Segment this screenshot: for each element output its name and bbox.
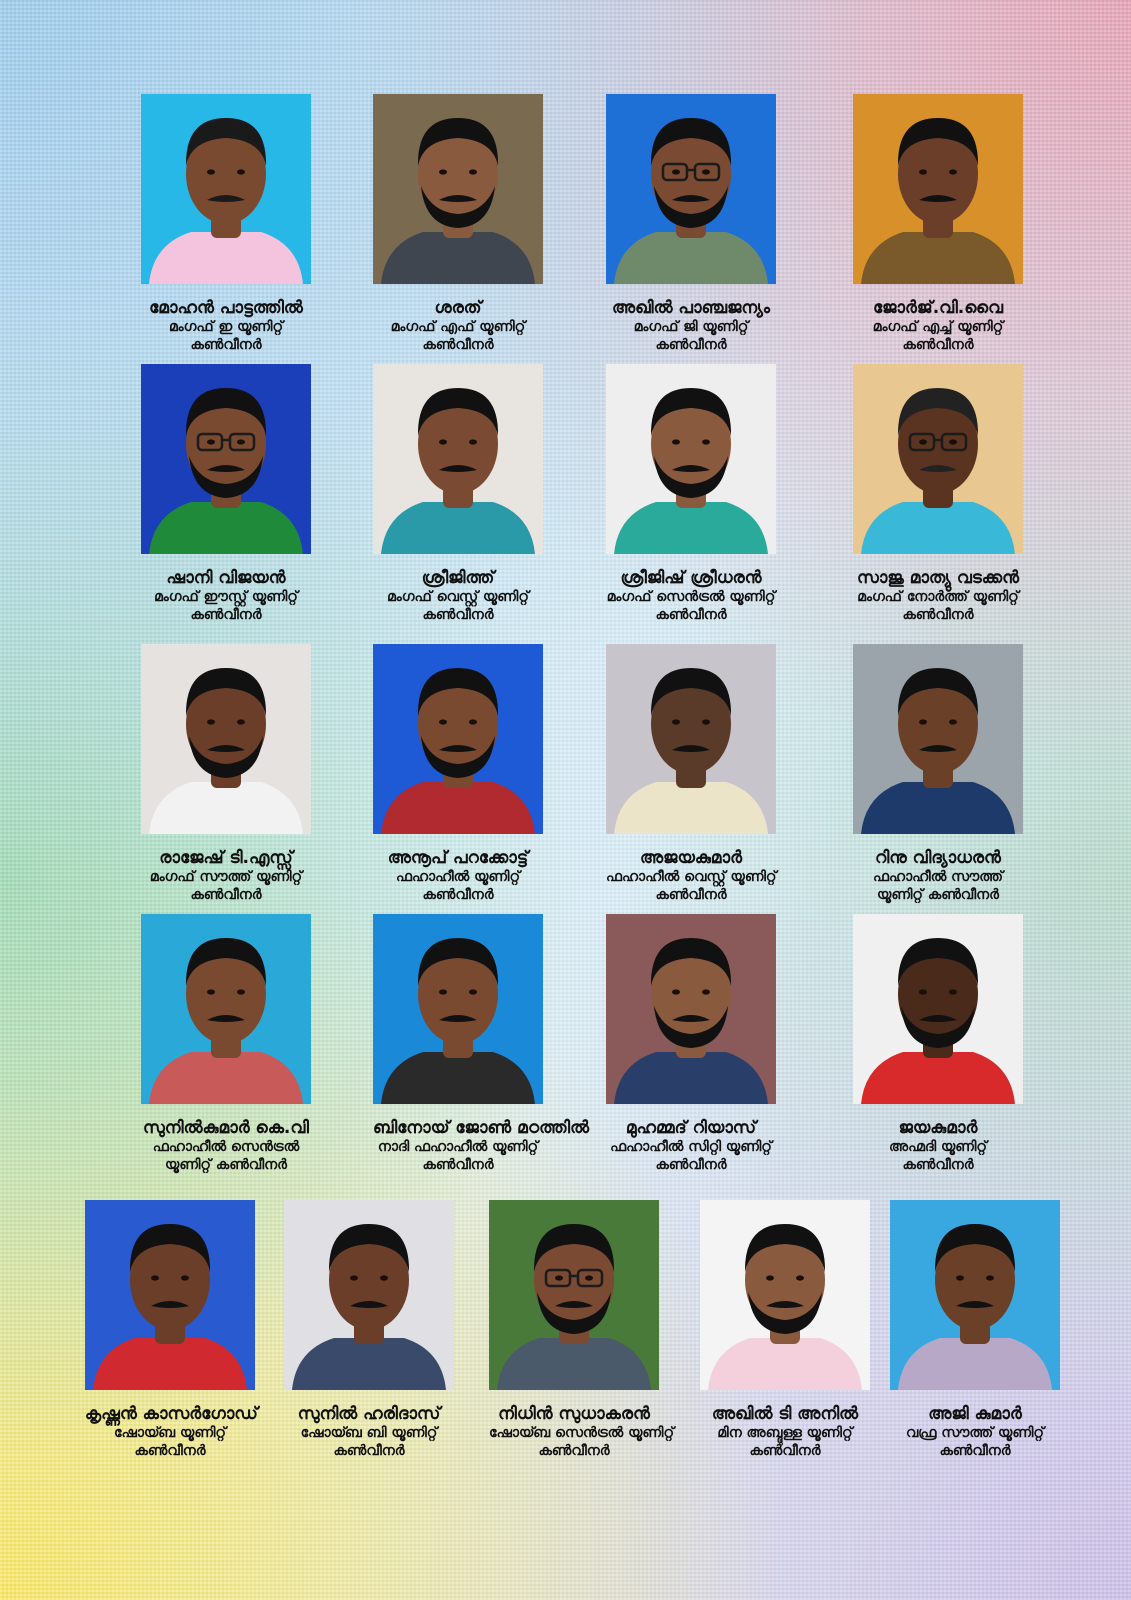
member-name: ജയകുമാർ (898, 1118, 978, 1138)
portrait-image (606, 914, 776, 1104)
member-card-10 (373, 644, 543, 904)
member-role: കൺവീനർ (422, 886, 494, 903)
member-unit: മംഗഫ് ജി യൂണിറ്റ് (633, 319, 749, 336)
member-photo (373, 94, 543, 284)
member-card-14 (373, 914, 590, 1174)
member-card-19 (489, 1200, 675, 1460)
member-unit: ഷോയ്ബ യൂണിറ്റ് (114, 1425, 226, 1442)
member-role: കൺവീനർ (333, 1442, 405, 1459)
portrait-image (373, 914, 543, 1104)
member-unit: ഫഹാഹീൽ സിറ്റി യൂണിറ്റ് (610, 1139, 772, 1156)
member-card-21 (890, 1200, 1060, 1460)
member-role: കൺവീനർ (655, 606, 727, 623)
member-photo (606, 644, 776, 834)
member-card-3 (606, 94, 776, 354)
portrait-image (890, 1200, 1060, 1390)
member-caption (853, 1118, 1023, 1174)
portrait-image (373, 364, 543, 554)
member-role: കൺവീനർ (902, 606, 974, 623)
portrait-image (141, 94, 311, 284)
portrait-image (606, 644, 776, 834)
member-caption (700, 1404, 870, 1460)
member-caption (853, 848, 1023, 904)
member-card-4 (853, 94, 1023, 354)
member-unit: അഹ്മദി യൂണിറ്റ് (889, 1139, 987, 1156)
member-role: കൺവീനർ (655, 1156, 727, 1173)
member-card-13 (141, 914, 311, 1174)
member-photo (853, 364, 1023, 554)
member-unit: മംഗഫ് ഈസ്റ്റ് യൂണിറ്റ് (154, 589, 298, 606)
portrait-image (141, 914, 311, 1104)
member-caption (853, 568, 1023, 624)
member-caption (373, 1118, 590, 1174)
member-name: ബിനോയ് ജോൺ മഠത്തിൽ (373, 1118, 590, 1138)
member-card-11 (606, 644, 776, 904)
member-photo (853, 644, 1023, 834)
member-role: കൺവീനർ (190, 886, 262, 903)
member-photo (141, 364, 311, 554)
member-name: മോഹൻ പാട്ടത്തിൽ (149, 298, 303, 318)
member-unit: മംഗഫ് സൗത്ത് യൂണിറ്റ് (149, 869, 303, 886)
member-role: കൺവീനർ (538, 1442, 610, 1459)
member-card-17 (85, 1200, 258, 1460)
member-card-7 (606, 364, 776, 624)
member-card-1 (141, 94, 311, 354)
member-photo (606, 94, 776, 284)
member-role: കൺവീനർ (902, 1156, 974, 1173)
member-unit: മംഗഫ് സെൻട്രൽ യൂണിറ്റ് (606, 589, 776, 606)
member-photo (85, 1200, 255, 1390)
member-name: മുഹമ്മദ് റിയാസ് (625, 1118, 757, 1138)
member-photo (141, 94, 311, 284)
portrait-image (853, 644, 1023, 834)
member-unit: ഫഹാഹീൽ വെസ്റ്റ് യൂണിറ്റ് (606, 869, 777, 886)
member-card-15 (606, 914, 776, 1174)
member-unit: ഷോയ്ബ ബി യൂണിറ്റ് (300, 1425, 438, 1442)
member-role: കൺവീനർ (422, 1156, 494, 1173)
member-card-6 (373, 364, 543, 624)
member-name: അഖിൽ പാഞ്ചജന്യം (611, 298, 771, 318)
member-caption (373, 848, 543, 904)
member-name: ശ്രീജിത്ത് (421, 568, 495, 588)
member-unit: മംഗഫ് ഇ യൂണിറ്റ് (168, 319, 284, 336)
portrait-image (141, 644, 311, 834)
member-name: ശ്രീജിഷ് ശ്രീധരൻ (620, 568, 762, 588)
portrait-image (489, 1200, 659, 1390)
member-photo (606, 364, 776, 554)
member-caption (606, 1118, 776, 1174)
portrait-image (606, 364, 776, 554)
member-photo (853, 914, 1023, 1104)
member-unit: ഫഹാഹീൽ സെൻട്രൽ (152, 1139, 300, 1156)
member-unit: ഷോയ്ബ സെൻട്രൽ യൂണിറ്റ് (489, 1425, 675, 1442)
member-caption (373, 298, 543, 354)
member-role: കൺവീനർ (939, 1442, 1011, 1459)
member-card-16 (853, 914, 1023, 1174)
member-role: കൺവീനർ (190, 336, 262, 353)
member-role: യൂണിറ്റ് കൺവീനർ (877, 886, 999, 903)
member-role: കൺവീനർ (422, 336, 494, 353)
member-unit: മംഗഫ് നോർത്ത് യൂണിറ്റ് (857, 589, 1019, 606)
member-photo (373, 644, 543, 834)
member-name: അജയകുമാർ (640, 848, 742, 868)
member-role: കൺവീനർ (749, 1442, 821, 1459)
member-photo (853, 94, 1023, 284)
member-role: കൺവീനർ (655, 886, 727, 903)
member-name: നിധിൻ സുധാകരൻ (498, 1404, 650, 1424)
portrait-image (853, 914, 1023, 1104)
member-name: റിനു വിദ്യാധരൻ (875, 848, 1001, 868)
member-photo (373, 914, 543, 1104)
member-caption (853, 298, 1023, 354)
member-caption (489, 1404, 675, 1460)
portrait-image (141, 364, 311, 554)
member-role: കൺവീനർ (134, 1442, 206, 1459)
member-caption (141, 568, 311, 624)
member-name: അജി കുമാർ (928, 1404, 1022, 1424)
portrait-image (284, 1200, 454, 1390)
member-name: അഖിൽ ടി അനിൽ (711, 1404, 859, 1424)
member-unit: നാദി ഫഹാഹീൽ യൂണിറ്റ് (377, 1139, 539, 1156)
portrait-image (373, 94, 543, 284)
member-card-5 (141, 364, 311, 624)
portrait-image (85, 1200, 255, 1390)
portrait-image (373, 644, 543, 834)
member-photo (373, 364, 543, 554)
member-unit: ഫഹാഹീൽ സൗത്ത് (873, 869, 1003, 886)
member-photo (141, 644, 311, 834)
member-caption (373, 568, 543, 624)
member-card-20 (700, 1200, 870, 1460)
member-caption (606, 298, 776, 354)
member-caption (890, 1404, 1060, 1460)
member-name: സുനിൽ ഹരിദാസ് (297, 1404, 441, 1424)
member-unit: വഫ്ര സൗത്ത് യൂണിറ്റ് (906, 1425, 1044, 1442)
member-unit: ഫഹാഹീൽ യൂണിറ്റ് (395, 869, 521, 886)
member-caption (141, 298, 311, 354)
member-photo (489, 1200, 659, 1390)
member-photo (890, 1200, 1060, 1390)
member-caption (141, 1118, 311, 1174)
member-name: കൃഷ്ണൻ കാസർഗോഡ് (85, 1404, 258, 1424)
member-caption (606, 568, 776, 624)
member-role: കൺവീനർ (655, 336, 727, 353)
member-caption (141, 848, 311, 904)
member-card-8 (853, 364, 1023, 624)
member-card-2 (373, 94, 543, 354)
member-role: കൺവീനർ (422, 606, 494, 623)
member-name: സാജു മാത്യു വടക്കൻ (857, 568, 1019, 588)
member-photo (606, 914, 776, 1104)
member-photo (284, 1200, 454, 1390)
member-caption (606, 848, 776, 904)
member-photo (141, 914, 311, 1104)
member-caption (284, 1404, 454, 1460)
member-card-18 (284, 1200, 454, 1460)
member-name: അനൂപ് പറക്കോട്ട് (387, 848, 529, 868)
member-card-12 (853, 644, 1023, 904)
member-name: ഷാനി വിജയൻ (166, 568, 286, 588)
member-caption (85, 1404, 258, 1460)
member-role: യൂണിറ്റ് കൺവീനർ (165, 1156, 287, 1173)
member-name: രാജേഷ് ടി.എസ്സ് (159, 848, 293, 868)
portrait-image (853, 94, 1023, 284)
member-photo (700, 1200, 870, 1390)
member-unit: മംഗഫ് എച്ച് യൂണിറ്റ് (872, 319, 1004, 336)
member-unit: മിന അബ്ദുള്ള യൂണിറ്റ് (717, 1425, 853, 1442)
portrait-image (606, 94, 776, 284)
member-role: കൺവീനർ (902, 336, 974, 353)
portrait-image (700, 1200, 870, 1390)
member-unit: മംഗഫ് വെസ്റ്റ് യൂണിറ്റ് (387, 589, 529, 606)
member-card-9 (141, 644, 311, 904)
member-name: ശരത് (434, 298, 482, 318)
member-name: സുനിൽകുമാർ കെ.വി (142, 1118, 309, 1138)
member-role: കൺവീനർ (190, 606, 262, 623)
member-name: ജോർജ്.വി.വൈ (872, 298, 1004, 318)
portrait-image (853, 364, 1023, 554)
member-unit: മംഗഫ് എഫ് യൂണിറ്റ് (390, 319, 526, 336)
